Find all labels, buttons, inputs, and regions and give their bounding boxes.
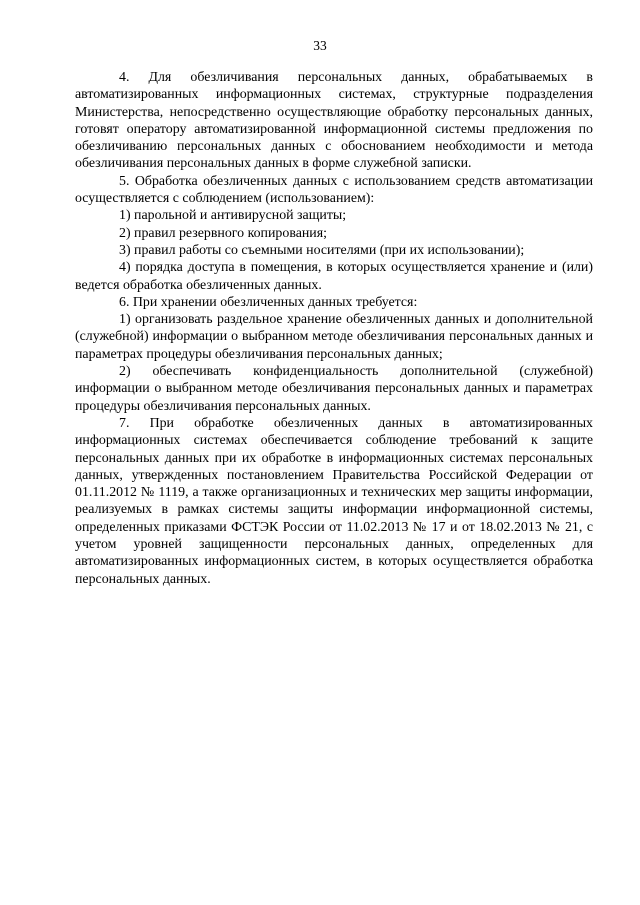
list-item-separate-storage: 1) организовать раздельное хранение обезличенных данных и дополнительной (служебной) информации о выбранном методе обезличивания персональных данных и параметрах процедуры обезличивания персональных данных; — [75, 312, 593, 362]
document-body — [75, 69, 593, 588]
page-number: 33 — [313, 38, 327, 53]
list-item-password-antivirus: 1) парольной и антивирусной защиты; — [119, 208, 347, 224]
paragraph-7: 7. При обработке обезличенных данных в автоматизированных информационных системах обеспечивается соблюдение требований к защите персональных данных при их обработке в информационных системах персональных данных, утвержденных постановлением Правительства Российской Федерации от 01.11.2012 № 1119, а также организационных и технических мер защиты информации, реализуемых в рамках системы защиты информации информационной системы, определенных приказами ФСТЭК России от 11.02.2013 № 17 и от 18.02.2013 № 21, с учетом уровней защищенности персональных данных, определенных для автоматизированных информационных систем, в которых осуществляется обработка персональных данных. — [75, 415, 593, 587]
paragraph-6: 6. При хранении обезличенных данных требуется: — [119, 294, 418, 310]
paragraph-5: 5. Обработка обезличенных данных с использованием средств автоматизации осуществляется с соблюдением (использованием): — [75, 173, 593, 207]
list-item-premises-access: 4) порядка доступа в помещения, в которых осуществляется хранение и (или) ведется обработка обезличенных данных. — [75, 260, 593, 293]
paragraph-4: 4. Для обезличивания персональных данных, обрабатываемых в автоматизированных информационных системах, структурные подразделения Министерства, непосредственно осуществляющие обработку персональных данных, готовят оператору автоматизированной информационной системы предложения по обезличиванию персональных данных с обоснованием необходимости и метода обезличивания персональных данных в форме служебной записки. — [75, 70, 593, 172]
list-item-backup-rules: 2) правил резервного копирования; — [119, 225, 327, 241]
list-item-confidentiality: 2) обеспечивать конфиденциальность дополнительной (служебной) информации о выбранном методе обезличивания персональных данных и параметрах процедуры обезличивания персональных данных. — [75, 364, 593, 414]
list-item-removable-media: 3) правил работы со съемными носителями (при их использовании); — [119, 242, 525, 258]
